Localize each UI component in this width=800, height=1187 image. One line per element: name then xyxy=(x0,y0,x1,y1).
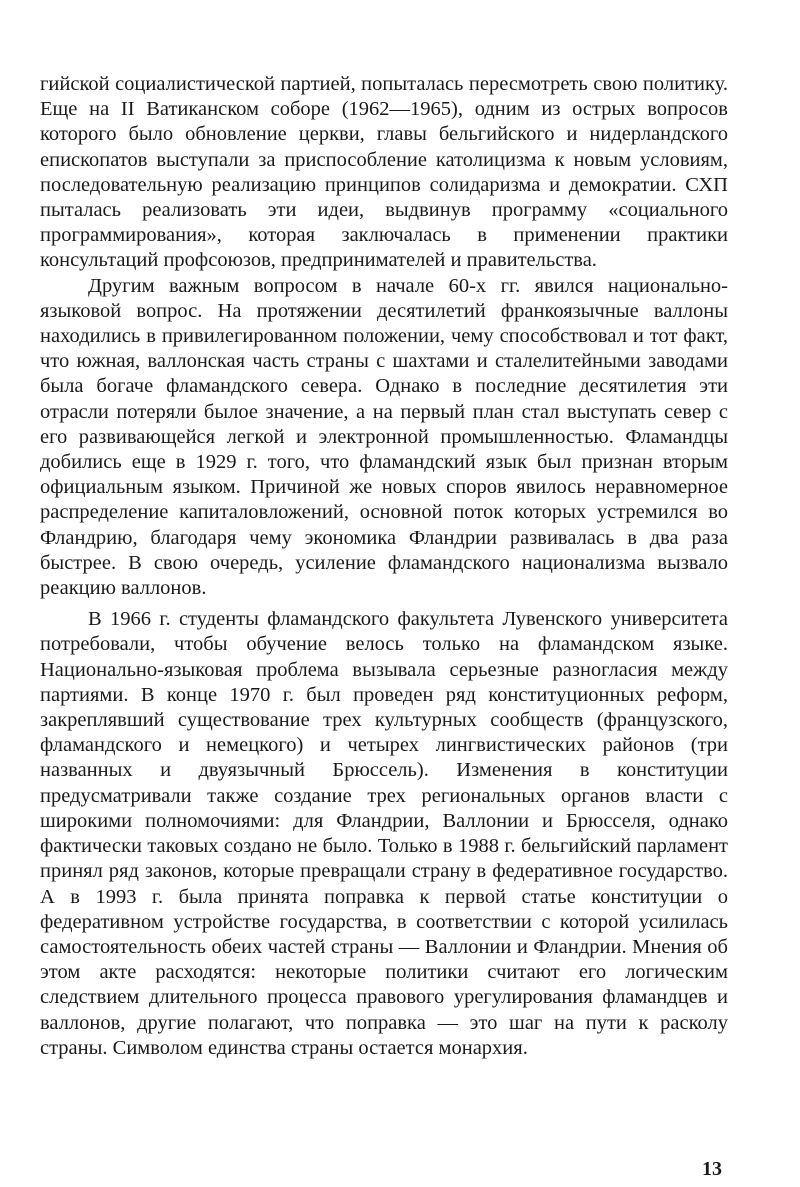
paragraph-language-question: Другим важным вопросом в начале 60-х гг. явился национально-языковой вопрос. На протяжении десятилетий франкоязычные валлоны находились в привилегированном положении, чему способствовал и тот факт, что южная, валлонская часть страны с шахтами и сталелитейными заводами была богаче фламандского севера. Однако в последние десятилетия эти отрасли потеряли былое значение, а на первый план стал выступать север с его развивающейся легкой и электронной промышленностью. Фламандцы добились еще в 1929 г. того, что фламандский язык был признан вторым официальным языком. Причиной же новых споров явилось неравномерное распределение капиталовложений, основной поток которых устремился во Фландрию, благодаря чему экономика Фландрии развивалась в два раза быстрее. В свою очередь, усиление фламандского национализма вызвало реакцию валлонов. xyxy=(40,274,728,600)
page-body xyxy=(40,72,728,1061)
paragraph-continued: гийской социалистической партией, попыталась пересмотреть свою политику. Еще на II Ватиканском соборе (1962—1965), одним из острых вопросов которого было обновление церкви, главы бельгийского и нидерландского епископатов выступали за приспособление католицизма к новым условиям, последовательную реализацию принципов солидаризма и демократии. СХП пыталась реализовать эти идеи, выдвинув программу «социального программирования», которая заключалась в применении практики консультаций профсоюзов, предпринимателей и правительства. xyxy=(40,73,728,272)
page-number: 13 xyxy=(702,1158,722,1180)
paragraph-constitutional-reforms: В 1966 г. студенты фламандского факультета Лувенского университета потребовали, чтобы обучение велось только на фламандском языке. Национально-языковая проблема вызывала серьезные разногласия между партиями. В конце 1970 г. был проведен ряд конституционных реформ, закреплявший существование трех культурных сообществ (французского, фламандского и немецкого) и четырех лингвистических районов (три названных и двуязычный Брюссель). Изменения в конституции предусматривали также создание трех региональных органов власти с широкими полномочиями: для Фландрии, Валлонии и Брюсселя, однако фактически таковых создано не было. Только в 1988 г. бельгийский парламент принял ряд законов, которые превращали страну в федеративное государство. А в 1993 г. была принята поправка к первой статье конституции о федеративном устройстве государства, в соответствии с которой усилилась самостоятельность обеих частей страны — Валлонии и Фландрии. Мнения об этом акте расходятся: некоторые политики считают его логическим следствием длительного процесса правового урегулирования фламандцев и валлонов, другие полагают, что поправка — это шаг на пути к расколу страны. Символом единства страны остается монархия. xyxy=(40,608,728,1059)
